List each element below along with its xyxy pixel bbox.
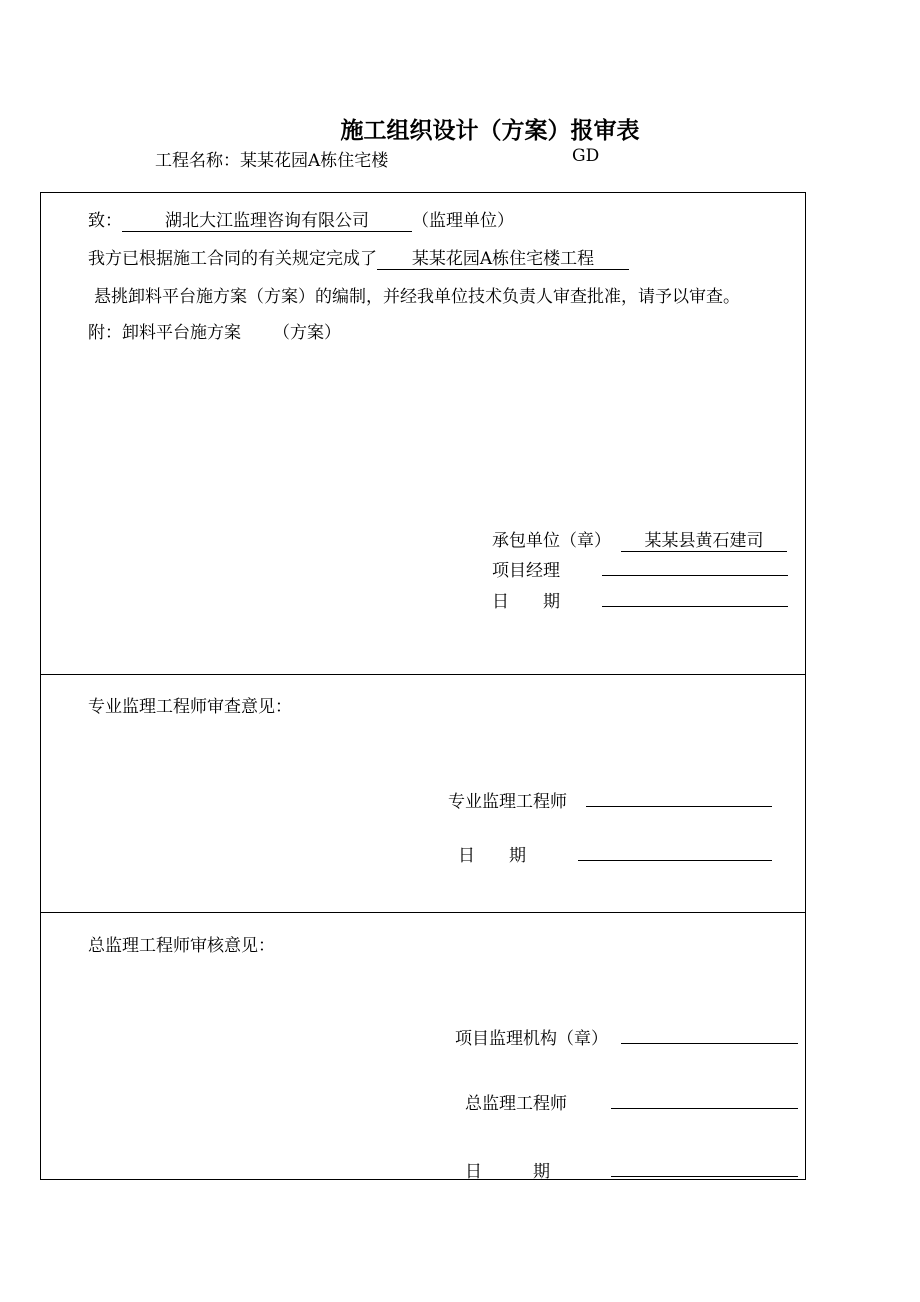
chief-date-blank[interactable] xyxy=(611,1157,798,1177)
supervision-org-blank[interactable] xyxy=(621,1024,798,1044)
divider-1 xyxy=(40,674,806,675)
supervisor-company: 湖北大江监理咨询有限公司 xyxy=(122,211,412,232)
review-request-line: 悬挑卸料平台施方案（方案）的编制，并经我单位技术负责人审查批准，请予以审查。 xyxy=(94,287,740,307)
to-line xyxy=(88,206,514,232)
supervision-org-label: 项目监理机构（章） xyxy=(455,1029,608,1049)
completion-project: 某某花园A栋住宅楼工程 xyxy=(377,249,629,270)
project-name-label: 工程名称： xyxy=(155,151,240,171)
completion-line xyxy=(88,244,629,270)
chief-engineer-label: 总监理工程师 xyxy=(465,1094,567,1114)
attachment-line xyxy=(88,318,341,343)
specialist-engineer-blank[interactable] xyxy=(586,787,772,807)
chief-engineer-blank[interactable] xyxy=(611,1089,798,1109)
chief-date-label: 日 期 xyxy=(465,1162,550,1182)
completion-prefix: 我方已根据施工合同的有关规定完成了 xyxy=(88,249,377,269)
project-name-line xyxy=(155,146,388,171)
project-manager-label: 项目经理 xyxy=(492,561,560,581)
form-code: GD xyxy=(572,146,600,166)
specialist-opinion-heading: 专业监理工程师审查意见： xyxy=(88,697,292,717)
divider-2 xyxy=(40,912,806,913)
attachment-label: 附：卸料平台施方案 xyxy=(88,323,241,343)
specialist-engineer-label: 专业监理工程师 xyxy=(448,792,567,812)
contractor-date-label: 日 期 xyxy=(492,592,560,612)
contractor-label: 承包单位（章） xyxy=(492,531,611,551)
contractor-date-blank[interactable] xyxy=(602,587,788,607)
project-name-value: 某某花园A栋住宅楼 xyxy=(240,151,389,171)
form-title: 施工组织设计（方案）报审表 xyxy=(340,117,640,144)
attachment-suffix: （方案） xyxy=(273,323,341,343)
contractor-line xyxy=(492,526,787,552)
chief-opinion-heading: 总监理工程师审核意见： xyxy=(88,936,275,956)
project-manager-blank[interactable] xyxy=(602,556,788,576)
contractor-value: 某某县黄石建司 xyxy=(621,531,787,552)
supervisor-suffix: （监理单位） xyxy=(412,211,514,231)
specialist-date-label: 日 期 xyxy=(458,846,526,866)
to-label: 致： xyxy=(88,211,122,231)
specialist-date-blank[interactable] xyxy=(578,841,772,861)
